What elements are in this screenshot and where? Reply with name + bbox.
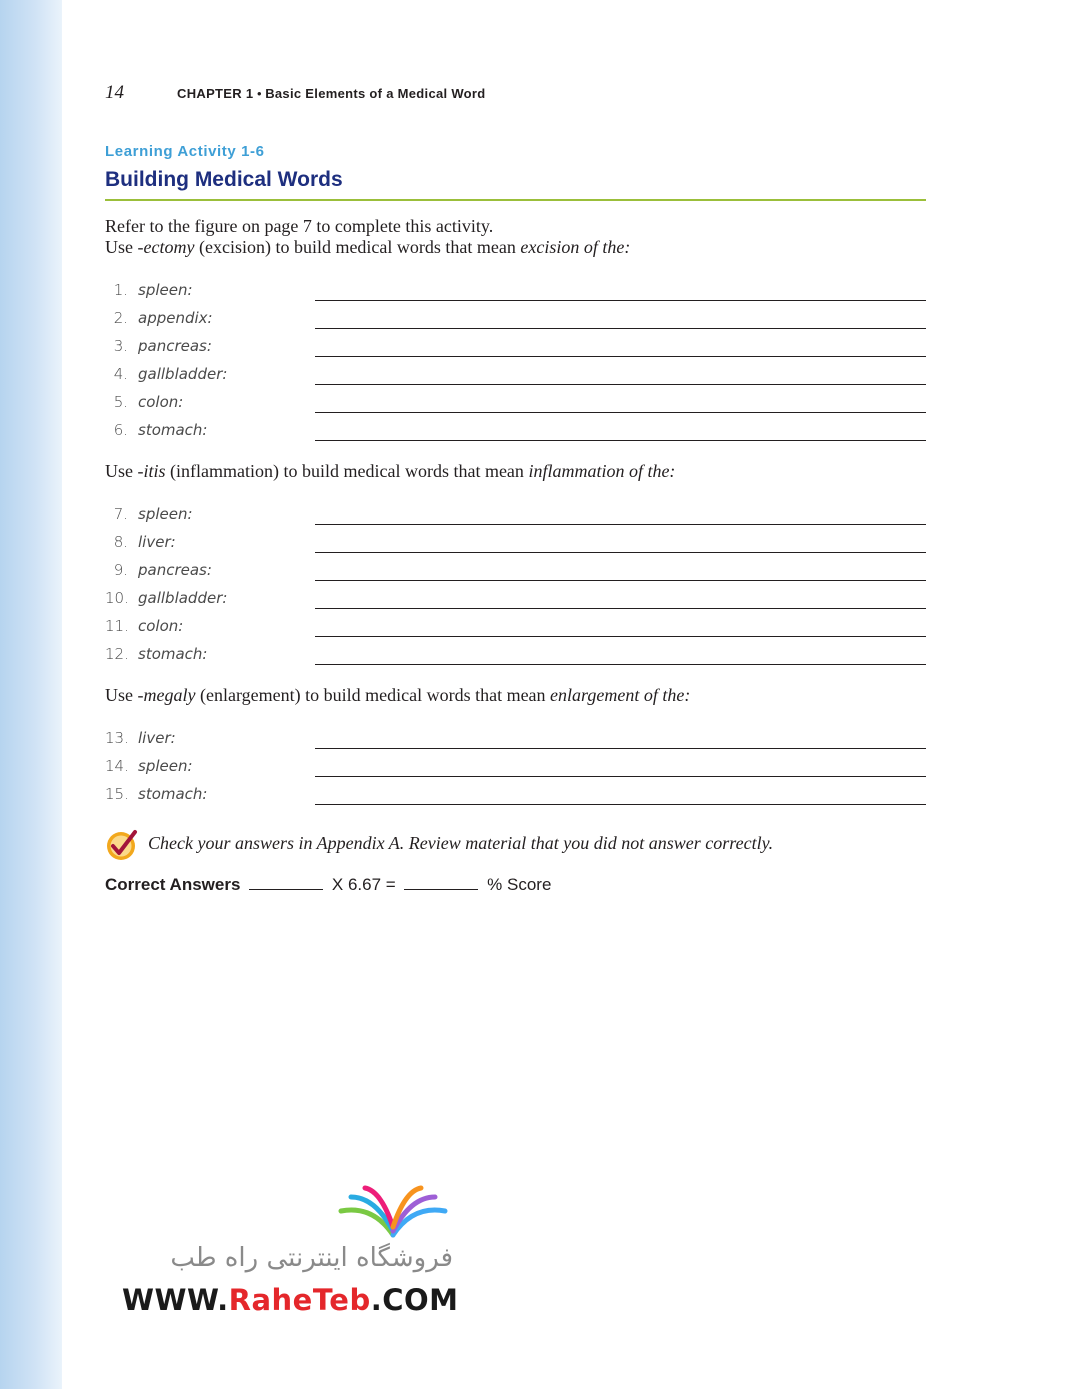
answer-item: [105, 393, 926, 413]
answer-item: [105, 729, 926, 749]
checkmark-icon: [105, 828, 139, 862]
instr-pre: Use: [105, 237, 138, 257]
item-term: gallbladder:: [138, 365, 228, 383]
instr-pre: Use: [105, 461, 138, 481]
item-term: gallbladder:: [138, 589, 228, 607]
answer-item: [105, 561, 926, 581]
item-term: spleen:: [138, 505, 193, 523]
answer-line[interactable]: [315, 328, 926, 329]
answer-line[interactable]: [315, 804, 926, 805]
instr-suffix: -itis: [137, 461, 166, 481]
score-formula: [105, 875, 551, 895]
answer-item: [105, 533, 926, 553]
instr-mid: (inflammation) to build medical words that mean: [165, 461, 529, 481]
item-number: 15.: [105, 785, 129, 803]
item-term: spleen:: [138, 281, 193, 299]
watermark-persian-text: فروشگاه اینترنتی راه طب: [170, 1243, 453, 1273]
answer-line[interactable]: [315, 748, 926, 749]
item-number: 7.: [113, 505, 128, 523]
answer-item: [105, 281, 926, 301]
item-number: 14.: [105, 757, 129, 775]
instr-meaning: excision of the:: [520, 237, 631, 257]
url-suffix: .COM: [370, 1283, 459, 1317]
answer-item: [105, 337, 926, 357]
item-term: spleen:: [138, 757, 193, 775]
answer-line[interactable]: [315, 384, 926, 385]
section-1-instructions: [105, 237, 630, 258]
item-number: 12.: [105, 645, 129, 663]
item-number: 13.: [105, 729, 129, 747]
answer-line[interactable]: [315, 580, 926, 581]
check-answers-note: [105, 828, 926, 862]
instr-mid: (excision) to build medical words that mean: [194, 237, 521, 257]
answer-item: [105, 365, 926, 385]
answer-line[interactable]: [315, 300, 926, 301]
item-term: appendix:: [138, 309, 213, 327]
score-blank[interactable]: [404, 875, 478, 890]
answer-line[interactable]: [315, 524, 926, 525]
item-number: 1.: [113, 281, 128, 299]
answer-item: [105, 309, 926, 329]
score-label: % Score: [487, 875, 552, 894]
answer-item: [105, 645, 926, 665]
header-separator: •: [257, 86, 262, 101]
answer-item: [105, 785, 926, 805]
correct-answers-label: Correct Answers: [105, 875, 241, 894]
page-number: 14: [105, 82, 124, 103]
section-2-instructions: [105, 461, 675, 482]
answer-item: [105, 505, 926, 525]
item-term: stomach:: [138, 421, 208, 439]
item-number: 10.: [105, 589, 129, 607]
chapter-title: Basic Elements of a Medical Word: [265, 86, 486, 101]
item-number: 3.: [113, 337, 128, 355]
instr-suffix: -megaly: [137, 685, 196, 705]
url-prefix: WWW.: [122, 1283, 229, 1317]
item-number: 2.: [113, 309, 128, 327]
answer-item: [105, 757, 926, 777]
item-number: 11.: [105, 617, 129, 635]
intro-line-1: Refer to the figure on page 7 to complete this activity.: [105, 216, 494, 236]
correct-answers-blank[interactable]: [249, 875, 323, 890]
instr-meaning: enlargement of the:: [550, 685, 691, 705]
item-term: stomach:: [138, 645, 208, 663]
section-3-instructions: [105, 685, 690, 706]
answer-line[interactable]: [315, 356, 926, 357]
raheteb-watermark: [118, 1185, 463, 1325]
chapter-number: CHAPTER 1: [177, 86, 254, 101]
answer-line[interactable]: [315, 552, 926, 553]
item-term: stomach:: [138, 785, 208, 803]
activity-label: Learning Activity 1-6: [105, 143, 265, 160]
item-term: colon:: [138, 617, 184, 635]
item-term: pancreas:: [138, 561, 212, 579]
multiplier-text: X 6.67 =: [331, 875, 396, 894]
answer-item: [105, 421, 926, 441]
item-number: 4.: [113, 365, 128, 383]
item-term: liver:: [138, 533, 176, 551]
item-number: 8.: [113, 533, 128, 551]
instr-suffix: -ectomy: [137, 237, 195, 257]
item-term: pancreas:: [138, 337, 212, 355]
instr-mid: (enlargement) to build medical words that mean: [195, 685, 551, 705]
item-number: 5.: [113, 393, 128, 411]
activity-title: Building Medical Words: [105, 168, 343, 191]
book-logo-icon: [333, 1185, 453, 1239]
running-head: [177, 86, 486, 101]
title-divider: [105, 199, 926, 201]
item-term: liver:: [138, 729, 176, 747]
instr-meaning: inflammation of the:: [528, 461, 676, 481]
item-number: 9.: [113, 561, 128, 579]
check-text: Check your answers in Appendix A. Review material that you did not answer correctly.: [148, 833, 774, 853]
answer-line[interactable]: [315, 412, 926, 413]
watermark-url: [122, 1283, 459, 1317]
answer-line[interactable]: [315, 608, 926, 609]
answer-line[interactable]: [315, 664, 926, 665]
answer-item: [105, 617, 926, 637]
item-number: 6.: [113, 421, 128, 439]
answer-line[interactable]: [315, 440, 926, 441]
answer-line[interactable]: [315, 776, 926, 777]
answer-item: [105, 589, 926, 609]
instr-pre: Use: [105, 685, 138, 705]
side-color-band: [0, 0, 62, 1389]
item-term: colon:: [138, 393, 184, 411]
url-brand: RaheTeb: [228, 1283, 371, 1317]
answer-line[interactable]: [315, 636, 926, 637]
